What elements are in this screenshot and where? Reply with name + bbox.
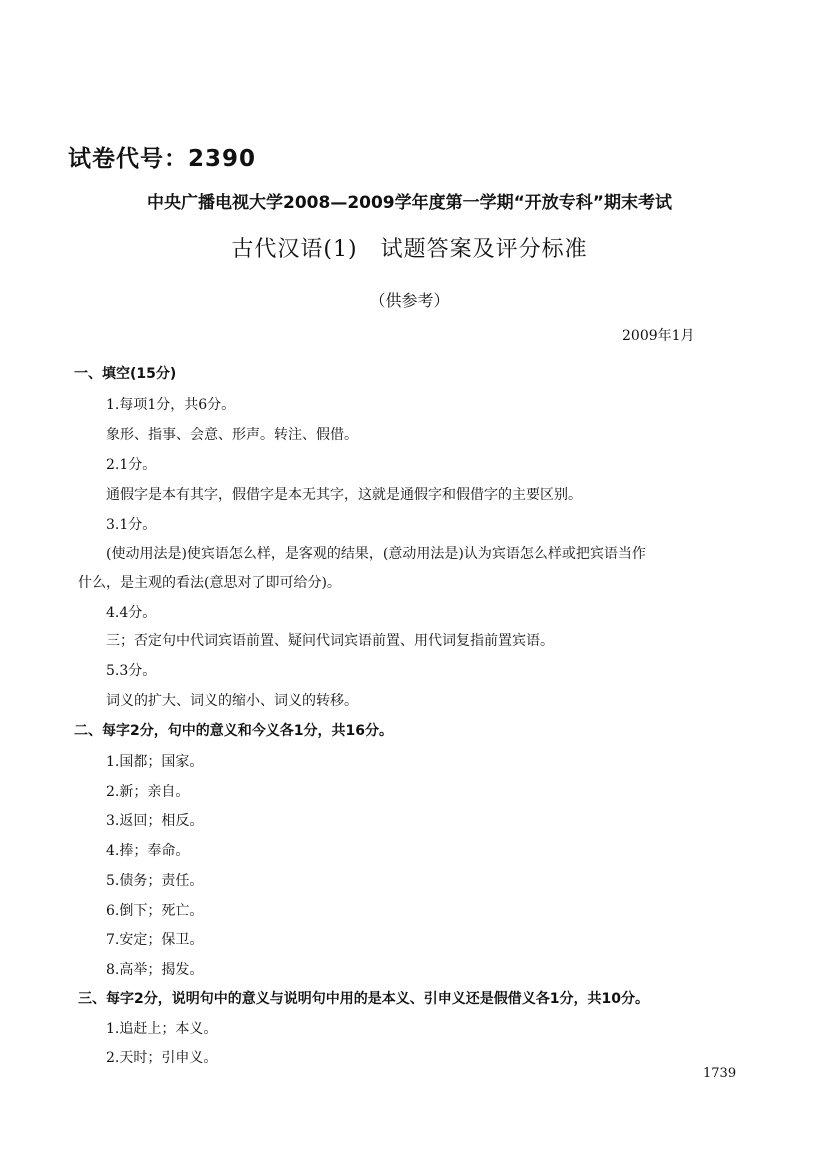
section-2-item: 6.倒下；死亡。	[106, 903, 204, 919]
exam-date: 2009年1月	[622, 328, 695, 344]
exam-code: 试卷代号：2390	[68, 146, 257, 172]
section-1-line: 词义的扩大、词义的缩小、词义的转移。	[106, 693, 358, 709]
section-1-heading: 一、填空(15分)	[74, 366, 177, 382]
exam-title: 中央广播电视大学2008—2009学年度第一学期“开放专科”期末考试	[147, 193, 672, 213]
section-1-line: 什么，是主观的看法(意思对了即可给分)。	[78, 575, 341, 591]
section-1-line: 5.3分。	[106, 663, 157, 679]
section-1-line: 通假字是本有其字，假借字是本无其字，这就是通假字和假借字的主要区别。	[106, 487, 582, 503]
document-title: 古代汉语(1) 试题答案及评分标准	[231, 237, 588, 262]
section-1-line: 三；否定句中代词宾语前置、疑问代词宾语前置、用代词复指前置宾语。	[106, 633, 554, 649]
section-2-heading: 二、每字2分，句中的意义和今义各1分，共16分。	[74, 723, 393, 739]
section-2-item: 4.捧；奉命。	[106, 843, 190, 859]
section-3-heading: 三、每字2分，说明句中的意义与说明句中用的是本义、引申义还是假借义各1分，共10分。	[78, 991, 649, 1007]
section-1-line: 2.1分。	[106, 457, 157, 473]
section-1-line: 3.1分。	[106, 517, 157, 533]
section-2-item: 8.高举；揭发。	[106, 962, 204, 978]
section-1-line: 4.4分。	[106, 605, 157, 621]
page-number: 1739	[703, 1066, 737, 1081]
section-2-item: 2.新；亲自。	[106, 784, 190, 800]
section-1-line: (使动用法是)使宾语怎么样，是客观的结果，(意动用法是)认为宾语怎么样或把宾语当作	[106, 546, 646, 562]
section-1-line: 1.每项1分，共6分。	[106, 397, 236, 413]
section-2-item: 3.返回；相反。	[106, 813, 204, 829]
section-3-item: 2.天时；引申义。	[106, 1050, 218, 1066]
section-1-line: 象形、指事、会意、形声。转注、假借。	[106, 427, 358, 443]
section-2-item: 7.安定；保卫。	[106, 932, 204, 948]
reference-note: （供参考）	[369, 291, 450, 310]
section-3-item: 1.追赶上；本义。	[106, 1021, 218, 1037]
section-2-item: 5.债务；责任。	[106, 873, 204, 889]
section-2-item: 1.国都；国家。	[106, 754, 204, 770]
